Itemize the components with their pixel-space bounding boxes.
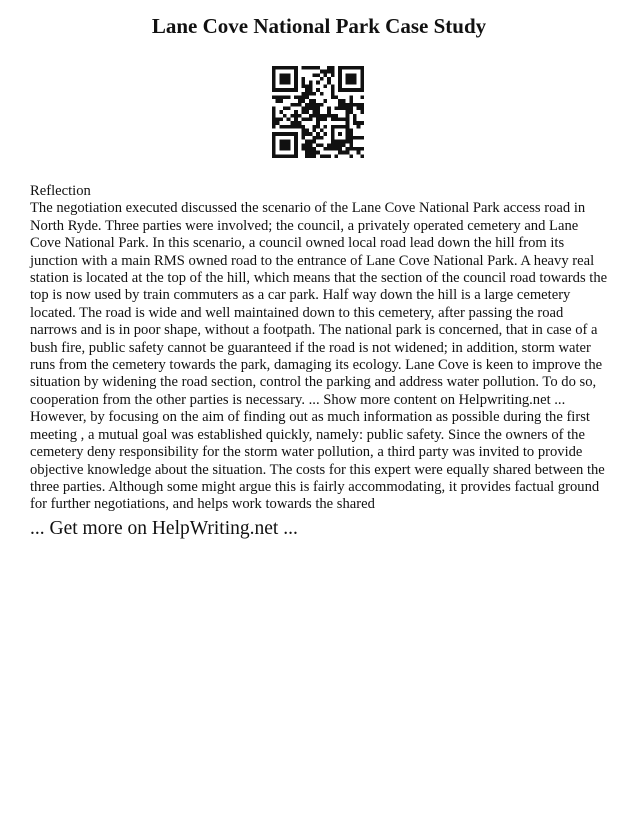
page-title: Lane Cove National Park Case Study: [151, 14, 487, 38]
section-heading: Reflection: [30, 183, 91, 199]
article-body: [30, 183, 610, 514]
paragraph-2: However, by focusing on the aim of finding out as much information as possible during the first meeting , a mutual goal was established quickly, namely: public safety. Since the owners of the cemetery deny responsibility for the storm water pollution, a third party was invited to provide objective knowledge about the situation. The costs for this expert were equally shared between the three parties. Although some might argue this is fairly accommodating, it provides factual ground for further negotiations, and helps work towards the shared: [30, 409, 605, 513]
get-more-link[interactable]: ... Get more on HelpWriting.net ...: [30, 518, 298, 539]
qr-code-icon: [272, 66, 364, 158]
paragraph-1: The negotiation executed discussed the scenario of the Lane Cove National Park access road in North Ryde. Three parties were involved; the council, a privately operated cemetery and Lane Cove National Park. In this scenario, a council owned local road lead down the hill from its junction with a main RMS owned road to the entrance of Lane Cove National Park. A heavy real station is located at the top of the hill, which means that the section of the council road towards the top is now used by train commuters as a car park. Half way down the hill is a large cemetery located. The road is wide and well maintained down to this cemetery, after passing the road narrows and is in poor shape, without a footpath. The national park is concerned, that in case of a bush fire, public safety cannot be guaranteed if the road is not widened; in addition, storm water runs from the cemetery towards the park, damaging its ecology. Lane Cove is keen to improve the situation by widening the road section, control the parking and address water pollution. To do so, cooperation from the other parties is necessary. ... Show more content on Helpwriting.net ...: [30, 200, 608, 408]
